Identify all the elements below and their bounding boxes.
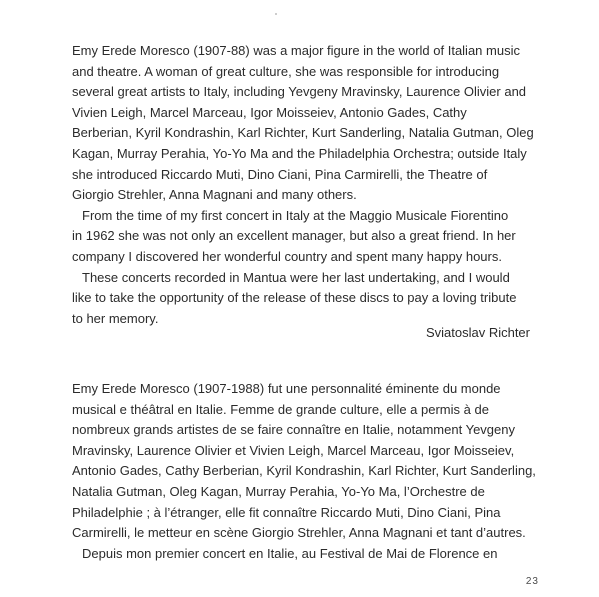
text-line: Carmirelli, le metteur en scène Giorgio Strehler, Anna Magnani et tant d’autres.: [72, 525, 526, 541]
french-paragraph-1: [72, 379, 542, 544]
text-line: Antonio Gades, Cathy Berberian, Kyril Kondrashin, Karl Richter, Kurt Sanderling,: [72, 463, 536, 479]
text-line: musical e théâtral en Italie. Femme de grande culture, elle a permis à de: [72, 401, 489, 417]
text-line: Philadelphie ; à l’étranger, elle fit connaître Riccardo Muti, Dino Ciani, Pina: [72, 504, 501, 520]
english-tribute: [72, 41, 542, 329]
french-tribute: [72, 379, 542, 564]
text-line: Mravinsky, Laurence Olivier et Vivien Leigh, Marcel Marceau, Igor Moisseiev,: [72, 442, 515, 458]
text-line: Kagan, Murray Perahia, Yo-Yo Ma and the Philadelphia Orchestra; outside Italy: [72, 145, 527, 161]
text-line: to her memory.: [72, 310, 159, 326]
text-line: Natalia Gutman, Oleg Kagan, Murray Perahia, Yo-Yo Ma, l’Orchestre de: [72, 483, 485, 499]
text-line: and theatre. A woman of great culture, she was responsible for introducing: [72, 63, 500, 79]
page-number: 23: [525, 576, 539, 587]
text-line: Vivien Leigh, Marcel Marceau, Igor Moisseiev, Antonio Gades, Cathy: [72, 104, 467, 120]
english-paragraph-1: [72, 41, 542, 206]
french-paragraph-2: [72, 544, 542, 565]
english-paragraph-3: [72, 268, 542, 330]
text-line: like to take the opportunity of the release of these discs to pay a loving tribute: [72, 290, 517, 306]
english-paragraph-2: [72, 206, 542, 268]
signature: Sviatoslav Richter: [425, 325, 530, 340]
text-line: company I discovered her wonderful country and spent many happy hours.: [72, 248, 502, 264]
text-line: Emy Erede Moresco (1907-1988) fut une personnalité éminente du monde: [72, 381, 501, 396]
top-mark: [275, 13, 277, 15]
text-line: Giorgio Strehler, Anna Magnani and many others.: [72, 187, 357, 203]
text-line: several great artists to Italy, including Yevgeny Mravinsky, Laurence Olivier and: [72, 84, 527, 100]
text-line: From the time of my first concert in Italy at the Maggio Musicale Fiorentino: [82, 207, 509, 223]
text-line: in 1962 she was not only an excellent manager, but also a great friend. In her: [72, 228, 516, 244]
text-line: she introduced Riccardo Muti, Dino Ciani, Pina Carmirelli, the Theatre of: [72, 166, 488, 182]
text-line: nombreux grands artistes de se faire connaître en Italie, notamment Yevgeny: [72, 422, 515, 438]
text-line: Depuis mon premier concert en Italie, au Festival de Mai de Florence en: [82, 545, 498, 561]
text-line: These concerts recorded in Mantua were her last undertaking, and I would: [82, 269, 510, 285]
text-line: Berberian, Kyril Kondrashin, Karl Richter, Kurt Sanderling, Natalia Gutman, Oleg: [72, 125, 534, 141]
text-line: Emy Erede Moresco (1907-88) was a major figure in the world of Italian music: [72, 43, 520, 58]
